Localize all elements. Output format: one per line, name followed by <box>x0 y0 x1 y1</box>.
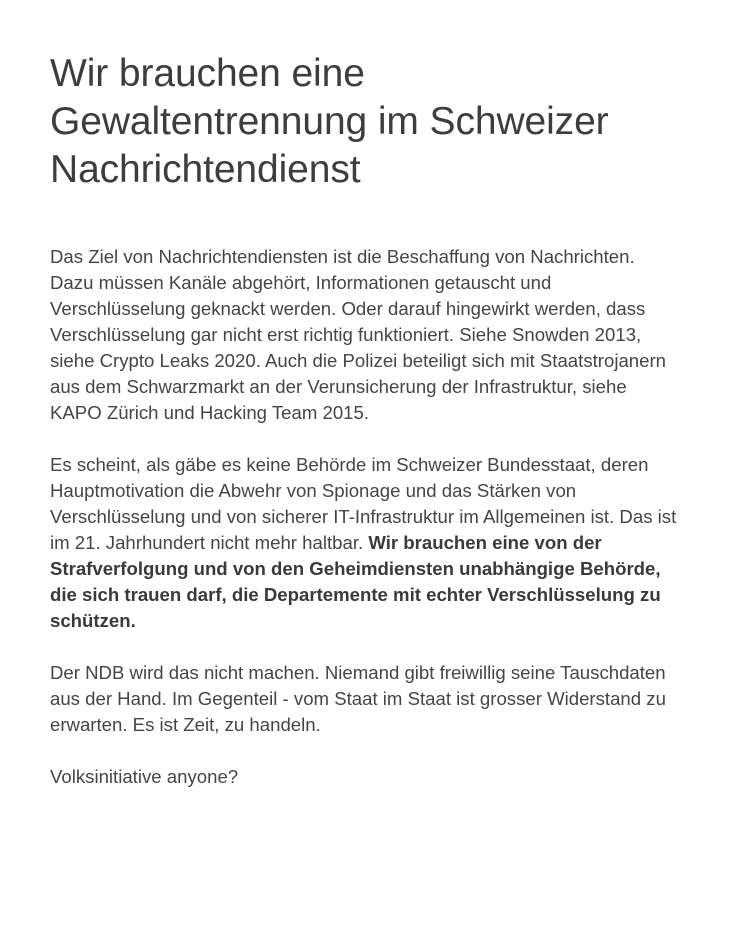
paragraph-emphasis: Wir brauchen eine von der Strafverfolgung und von den Geheimdiensten unabhängige Behörde, die sich trauen darf, die Departemente mit echter Verschlüsselung zu schützen. <box>50 532 661 631</box>
paragraph-closing <box>50 764 679 790</box>
paragraph-argument <box>50 452 679 634</box>
article-body <box>50 244 679 790</box>
paragraph-intro <box>50 244 679 426</box>
paragraph-ndb <box>50 660 679 738</box>
article-title: Wir brauchen eine Gewaltentrennung im Schweizer Nachrichtendienst <box>50 52 609 191</box>
paragraph-text: Volksinitiative anyone? <box>50 766 239 787</box>
paragraph-text: Der NDB wird das nicht machen. Niemand gibt freiwillig seine Tauschdaten aus der Hand. Im Gegenteil - vom Staat im Staat ist grosser Widerstand zu erwarten. Es ist Zeit, zu handeln. <box>50 662 666 735</box>
paragraph-text: Es scheint, als gäbe es keine Behörde im Schweizer Bundesstaat, deren Hauptmotivation die Abwehr von Spionage und das Stärken von Verschlüsselung und von sicherer IT-Infrastruktur im Allgemeinen ist. Das ist im 21. Jahrhundert nicht mehr haltbar. <box>50 454 677 553</box>
paragraph-text: Das Ziel von Nachrichtendiensten ist die Beschaffung von Nachrichten. Dazu müssen Kanäle abgehört, Informationen getauscht und Verschlüsselung geknackt werden. Oder darauf hingewirkt werden, dass Verschlüsselung gar nicht erst richtig funktioniert. Siehe Snowden 2013, siehe Crypto Leaks 2020. Auch die Polizei beteiligt sich mit Staatstrojanern aus dem Schwarzmarkt an der Verunsicherung der Infrastruktur, siehe KAPO Zürich und Hacking Team 2015. <box>50 246 666 423</box>
